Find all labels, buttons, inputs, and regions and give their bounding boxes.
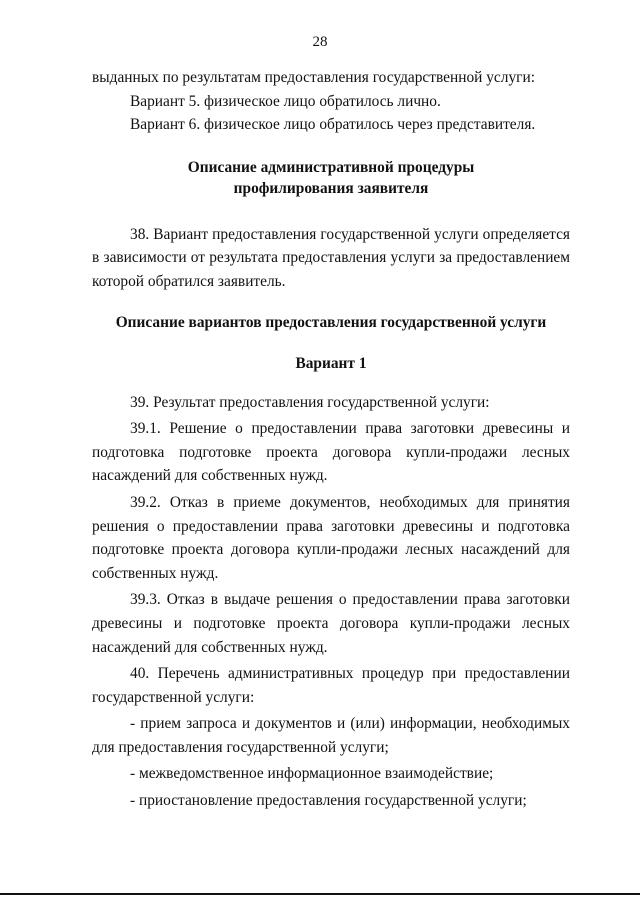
paragraph-39: 39. Результат предоставления государственной услуги: <box>130 393 490 411</box>
paragraph-variant-5: Вариант 5. физическое лицо обратилось лично. <box>130 92 441 110</box>
paragraph-variant-6: Вариант 6. физическое лицо обратилось через представителя. <box>130 116 536 134</box>
paragraph-40: 40. Перечень административных процедур при предоставлении государственной услуги: <box>92 665 570 706</box>
page-number: 28 <box>312 34 328 50</box>
heading-profiling-procedure: Описание административной процедуры профилирования заявителя <box>187 158 475 197</box>
paragraph-39-2: 39.2. Отказ в приеме документов, необходимых для принятия решения о предоставлении права заготовки древесины и подготовка подготовке проекта договора купли-продажи лесных насаждений для собственных нужд. <box>92 493 570 582</box>
paragraph-39-3: 39.3. Отказ в выдаче решения о предоставлении права заготовки древесины и подготовке проекта договора купли-продажи лесных насаждений для собственных нужд. <box>92 591 570 656</box>
heading-variant-1: Вариант 1 <box>295 354 367 372</box>
list-item-request-intake: - прием запроса и документов и (или) информации, необходимых для предоставления государственной услуги; <box>92 715 570 756</box>
list-item-suspension: - приостановление предоставления государственной услуги; <box>130 792 527 810</box>
paragraph-39-1: 39.1. Решение о предоставлении права заготовки древесины и подготовка подготовке проекта договора купли-продажи лесных насаждений для собственных нужд. <box>92 420 570 485</box>
document-body <box>92 66 570 813</box>
paragraph-continuation: выданных по результатам предоставления государственной услуги: <box>92 69 535 86</box>
list-item-interagency: - межведомственное информационное взаимодействие; <box>130 765 494 783</box>
bottom-edge-line <box>0 893 640 895</box>
heading-service-variants: Описание вариантов предоставления государственной услуги <box>115 313 547 331</box>
paragraph-38: 38. Вариант предоставления государственной услуги определяется в зависимости от результата предоставления услуги за предоставлением которой обратился заявитель. <box>92 225 570 290</box>
